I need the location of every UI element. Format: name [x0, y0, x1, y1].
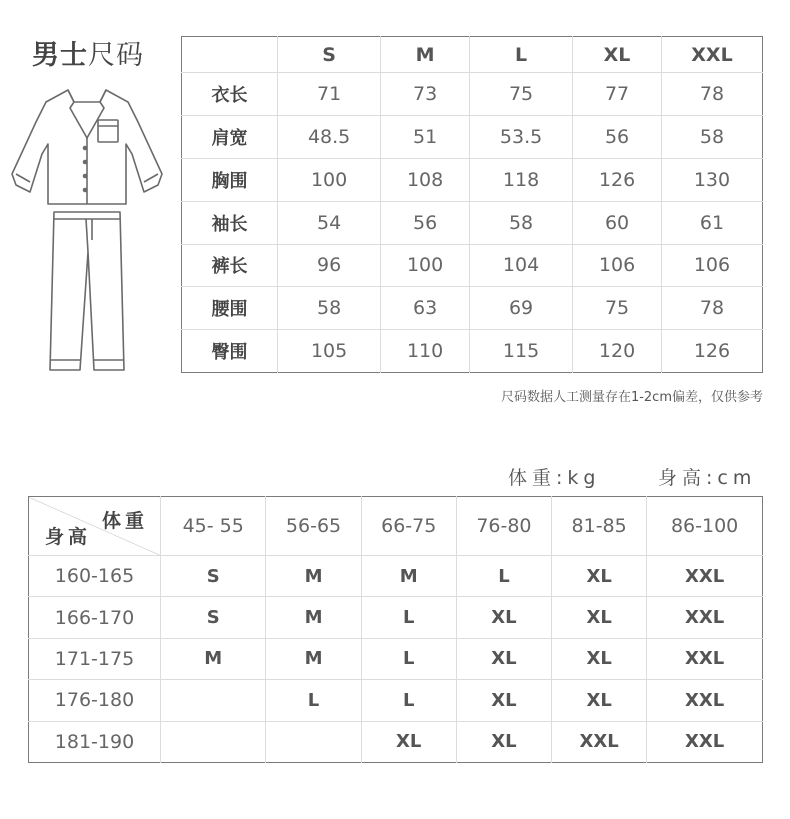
size-cell: XL — [456, 638, 551, 679]
table-cell: 126 — [693, 340, 731, 363]
size-cell: XXL — [647, 597, 763, 638]
size-cell: XL — [456, 721, 551, 762]
corner-weight-label: 体重 — [101, 510, 148, 532]
table-cell: 58 — [278, 287, 381, 330]
size-cell: M — [266, 597, 361, 638]
table-row — [182, 244, 763, 287]
size-header: M — [381, 37, 470, 73]
table-cell: 77 — [573, 73, 662, 116]
table-cell: 71 — [278, 73, 381, 116]
size-cell: XXL — [552, 721, 647, 762]
height-label: 171-175 — [29, 638, 161, 679]
table-cell: 56 — [381, 201, 470, 244]
page-title — [32, 33, 144, 72]
weight-unit-label: 体重:kg — [508, 467, 601, 489]
table-cell: 106 — [573, 244, 662, 287]
trousers-icon — [50, 212, 124, 370]
size-cell — [161, 721, 266, 762]
row-label: 裤长 — [182, 244, 278, 287]
size-chart-table — [181, 36, 763, 373]
table-row — [29, 597, 763, 638]
row-label: 衣长 — [182, 73, 278, 116]
size-cell: M — [266, 638, 361, 679]
table-cell: 115 — [469, 330, 572, 373]
size-header: L — [469, 37, 572, 73]
size-cell: XXL — [685, 731, 725, 753]
size-cell: M — [266, 556, 361, 597]
table-cell: 56 — [573, 116, 662, 159]
table-cell: 73 — [381, 73, 470, 116]
size-cell: XXL — [647, 680, 763, 721]
table-row — [182, 116, 763, 159]
height-label: 166-170 — [29, 597, 161, 638]
weight-header: 45- 55 — [161, 497, 266, 556]
size-cell: M — [361, 556, 456, 597]
table-cell: 78 — [661, 73, 762, 116]
table-cell: 69 — [469, 287, 572, 330]
table-cell: 130 — [661, 159, 762, 202]
weight-header: 86-100 — [647, 497, 763, 556]
table-cell: 78 — [661, 287, 762, 330]
weight-header-row — [29, 497, 763, 556]
size-recommendation-table — [28, 496, 763, 763]
size-cell: XXL — [647, 556, 763, 597]
table-cell: 75 — [573, 287, 662, 330]
table-cell: 53.5 — [469, 116, 572, 159]
size-cell: L — [456, 556, 551, 597]
size-cell: L — [361, 597, 456, 638]
table-cell: 100 — [278, 159, 381, 202]
table-cell: 51 — [381, 116, 470, 159]
table-cell: 60 — [573, 201, 662, 244]
table-cell: 106 — [661, 244, 762, 287]
size-cell: XXL — [647, 638, 763, 679]
weight-header: 81-85 — [552, 497, 647, 556]
corner-cell — [29, 497, 161, 556]
size-cell: XL — [552, 556, 647, 597]
height-label: 181-190 — [29, 721, 161, 762]
table-row — [182, 201, 763, 244]
table-row — [182, 330, 763, 373]
table-row — [182, 73, 763, 116]
row-label: 胸围 — [182, 159, 278, 202]
size-cell: L — [266, 680, 361, 721]
height-label: 160-165 — [29, 556, 161, 597]
table-cell: 58 — [469, 201, 572, 244]
row-label: 腰围 — [182, 287, 278, 330]
size-header-row — [182, 37, 763, 73]
table-cell: 118 — [469, 159, 572, 202]
table-cell: 61 — [661, 201, 762, 244]
table-cell: 105 — [278, 330, 381, 373]
height-label: 176-180 — [29, 680, 161, 721]
table-cell: 126 — [573, 159, 662, 202]
size-cell: L — [361, 680, 456, 721]
table-cell: 108 — [381, 159, 470, 202]
size-cell: XL — [552, 597, 647, 638]
row-label: 臀围 — [182, 330, 278, 373]
table-row — [182, 159, 763, 202]
size-cell: XL — [361, 721, 456, 762]
table-cell: 63 — [381, 287, 470, 330]
size-cell: S — [161, 556, 266, 597]
table-cell: 110 — [381, 330, 470, 373]
size-cell: XL — [456, 680, 551, 721]
table-cell: 48.5 — [278, 116, 381, 159]
measurement-note: 尺码数据人工测量存在1-2cm偏差，仅供参考 — [500, 390, 763, 405]
size-cell: M — [161, 638, 266, 679]
size-cell: XL — [456, 597, 551, 638]
size-cell — [161, 680, 266, 721]
size-cell: XL — [552, 638, 647, 679]
size-cell: L — [361, 638, 456, 679]
pajama-illustration — [8, 82, 168, 377]
title-bold: 男士 — [32, 40, 88, 71]
size-header: XXL — [661, 37, 762, 73]
table-cell: 75 — [469, 73, 572, 116]
size-cell: XL — [552, 680, 647, 721]
table-row — [29, 680, 763, 721]
height-unit-label: 身高:cm — [658, 467, 757, 489]
weight-header: 66-75 — [361, 497, 456, 556]
table-cell: 104 — [469, 244, 572, 287]
table-cell: 96 — [278, 244, 381, 287]
table-row — [29, 721, 763, 762]
row-label: 袖长 — [182, 201, 278, 244]
table-row — [29, 556, 763, 597]
table-cell: 120 — [573, 330, 662, 373]
table-row — [29, 638, 763, 679]
table-cell: 58 — [661, 116, 762, 159]
weight-header: 56-65 — [266, 497, 361, 556]
corner-height-label: 身高 — [45, 526, 92, 548]
row-label: 肩宽 — [182, 116, 278, 159]
title-normal: 尺码 — [88, 40, 144, 71]
size-header: S — [278, 37, 381, 73]
table-cell: 54 — [278, 201, 381, 244]
table-cell: 100 — [381, 244, 470, 287]
corner-cell — [182, 37, 278, 73]
size-cell: S — [161, 597, 266, 638]
weight-header: 76-80 — [456, 497, 551, 556]
table-row — [182, 287, 763, 330]
size-cell — [266, 721, 361, 762]
size-header: XL — [573, 37, 662, 73]
shirt-icon — [12, 90, 162, 204]
